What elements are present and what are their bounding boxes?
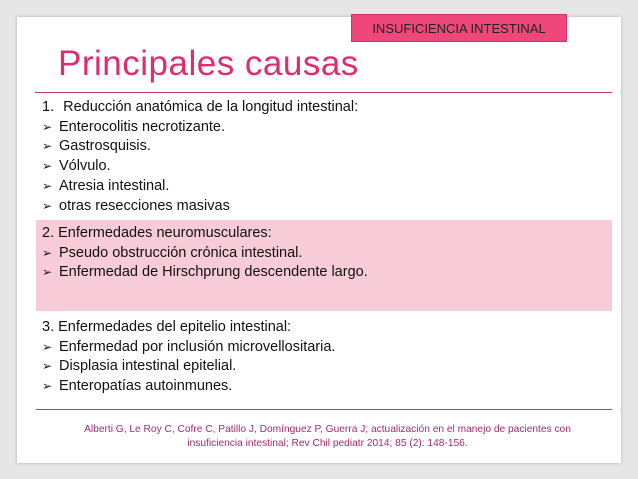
arrow-bullet-icon: ➢	[42, 245, 53, 260]
slide	[17, 17, 621, 463]
arrow-bullet-icon: ➢	[42, 265, 53, 280]
section-heading-text: Reducción anatómica de la longitud intestinal:	[63, 99, 359, 115]
title-divider	[35, 92, 612, 93]
section-heading: 2. Enfermedades neuromusculares:	[42, 225, 272, 241]
list-item: ➢ Pseudo obstrucción crónica intestinal.	[42, 244, 606, 264]
section-epithelial	[36, 314, 612, 408]
citation	[34, 423, 621, 450]
list-item: ➢ otras resecciones masivas	[42, 197, 606, 217]
arrow-bullet-icon: ➢	[42, 119, 53, 134]
divider	[36, 409, 612, 410]
list-item: ➢ Enterocolitis necrotizante.	[42, 118, 606, 138]
arrow-bullet-icon: ➢	[42, 339, 53, 354]
list-item: ➢ Gastrosquisis.	[42, 137, 606, 157]
section-number: 1.	[42, 99, 55, 115]
section-neuromuscular	[36, 220, 612, 311]
list-item: ➢ Enfermedad de Hirschprung descendente largo.	[42, 263, 606, 283]
citation-line: Alberti G, Le Roy C, Cofre C, Patillo J, Domínguez P, Guerra J; actualización en el manejo de pacientes con	[84, 424, 571, 435]
arrow-bullet-icon: ➢	[42, 379, 53, 394]
arrow-bullet-icon: ➢	[42, 139, 53, 154]
citation-line: insuficiencia intestinal; Rev Chil pediatr 2014; 85 (2): 148-156.	[187, 437, 468, 449]
arrow-bullet-icon: ➢	[42, 159, 53, 174]
arrow-bullet-icon: ➢	[42, 198, 53, 213]
slide-title: Principales causas	[58, 44, 359, 83]
list-item: ➢ Enteropatías autoinmunes.	[42, 377, 606, 397]
list-item: ➢ Enfermedad por inclusión microvellositaria.	[42, 338, 606, 358]
arrow-bullet-icon: ➢	[42, 359, 53, 374]
section-heading: 3. Enfermedades del epitelio intestinal:	[42, 319, 292, 335]
arrow-bullet-icon: ➢	[42, 178, 53, 193]
section-heading	[42, 98, 606, 118]
list-item: ➢ Vólvulo.	[42, 157, 606, 177]
topic-tag: INSUFICIENCIA INTESTINAL	[351, 14, 567, 42]
list-item: ➢ Displasia intestinal epitelial.	[42, 357, 606, 377]
section-anatomic	[36, 94, 612, 217]
list-item: ➢ Atresia intestinal.	[42, 177, 606, 197]
